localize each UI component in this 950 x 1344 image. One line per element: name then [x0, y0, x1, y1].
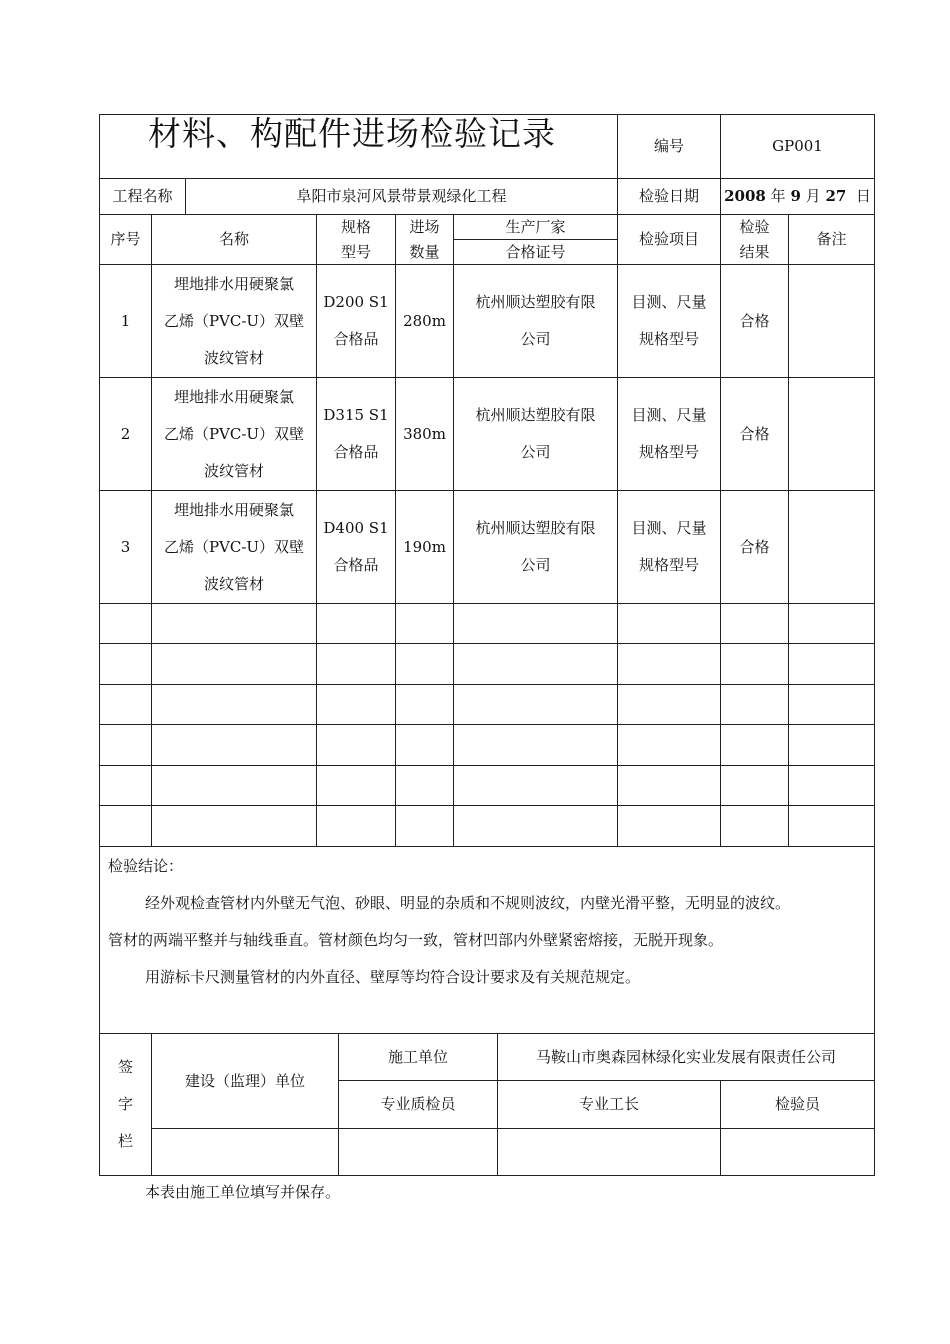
- date-month: 9: [790, 187, 801, 205]
- row-maker: [454, 265, 617, 377]
- row-name-line: 埋地排水用硬聚氯: [173, 500, 294, 519]
- row-seq: 2: [120, 424, 131, 443]
- row-name-line: 埋地排水用硬聚氯: [173, 387, 294, 406]
- conclusion-para1-line1: 经外观检查管材内外壁无气泡、砂眼、明显的杂质和不规则波纹，内壁光滑平整，无明显的波纹。: [145, 894, 791, 912]
- row-spec-line: 合格品: [333, 330, 379, 348]
- date-day: 27: [825, 187, 847, 205]
- row-maker-line: 杭州顺达塑胶有限: [475, 293, 596, 311]
- row-name-line: 乙烯（PVC-U）双壁: [163, 424, 305, 443]
- row-spec-line: D400 S1: [323, 519, 389, 537]
- rule: [99, 765, 875, 766]
- col-remark: 备注: [816, 230, 847, 248]
- number-label: 编号: [653, 137, 684, 155]
- row-result: 合格: [739, 537, 770, 556]
- qc-label: 专业质检员: [380, 1095, 456, 1113]
- rule: [99, 643, 875, 644]
- row-name-line: 波纹管材: [203, 574, 264, 593]
- row-seq: 3: [120, 537, 131, 556]
- row-item-line: 目测、尺量: [631, 293, 707, 311]
- col-qty-line2: 数量: [409, 242, 440, 261]
- date-month-unit: 月: [805, 187, 821, 205]
- rule: [788, 214, 789, 847]
- rule: [99, 603, 875, 604]
- rule: [99, 846, 875, 847]
- row-name-line: 波纹管材: [203, 348, 264, 367]
- col-result: [721, 215, 788, 264]
- page-title: 材料、构配件进场检验记录: [148, 113, 556, 153]
- row-item-line: 规格型号: [638, 330, 699, 348]
- row-maker: [454, 491, 617, 603]
- rule: [99, 724, 875, 725]
- foreman-label: 专业工长: [578, 1095, 639, 1113]
- col-qty-line1: 进场: [409, 217, 440, 236]
- row-item: [618, 378, 720, 490]
- rule: [151, 1128, 875, 1129]
- col-cert: 合格证号: [505, 242, 566, 261]
- rule: [99, 805, 875, 806]
- row-spec: [317, 378, 395, 490]
- row-item-line: 目测、尺量: [631, 519, 707, 537]
- conclusion-label: 检验结论：: [108, 857, 184, 875]
- project-name-label: 工程名称: [112, 187, 173, 205]
- row-result: 合格: [739, 424, 770, 443]
- project-name-value: 阜阳市泉河风景带景观绿化工程: [296, 187, 507, 205]
- row-item-line: 目测、尺量: [631, 406, 707, 424]
- signature-side-char: 栏: [117, 1132, 133, 1150]
- rule: [99, 684, 875, 685]
- row-item-line: 规格型号: [638, 443, 699, 461]
- date-year-unit: 年: [770, 187, 786, 205]
- col-spec: [317, 215, 395, 264]
- row-name: [152, 491, 316, 603]
- col-item: 检验项目: [638, 230, 699, 248]
- row-spec: [317, 265, 395, 377]
- footnote: 本表由施工单位填写并保存。: [145, 1183, 341, 1201]
- inspector-label: 检验员: [774, 1095, 820, 1113]
- row-maker-line: 杭州顺达塑胶有限: [475, 406, 596, 424]
- signature-side-char: 字: [117, 1095, 133, 1113]
- row-maker-line: 公司: [520, 556, 551, 574]
- row-qty: 380m: [403, 424, 446, 443]
- date-year: 2008: [724, 187, 766, 205]
- row-maker-line: 公司: [520, 443, 551, 461]
- conclusion-para2: 用游标卡尺测量管材的内外直径、壁厚等均符合设计要求及有关规范规定。: [145, 968, 641, 986]
- date-day-unit: 日: [855, 187, 871, 205]
- row-maker-line: 公司: [520, 330, 551, 348]
- row-spec-line: 合格品: [333, 556, 379, 574]
- row-name-line: 乙烯（PVC-U）双壁: [163, 537, 305, 556]
- row-qty: 280m: [403, 311, 446, 330]
- conclusion-para1-line2: 管材的两端平整并与轴线垂直。管材颜色均匀一致，管材凹部内外壁紧密熔接，无脱开现象。: [108, 931, 724, 949]
- inspection-date-label: 检验日期: [638, 187, 699, 205]
- signature-side-char: 签: [117, 1058, 133, 1076]
- col-name: 名称: [218, 230, 249, 248]
- row-qty: 190m: [403, 537, 446, 556]
- col-spec-line2: 型号: [340, 242, 371, 261]
- signature-side-label: [100, 1034, 151, 1175]
- row-name: [152, 378, 316, 490]
- rule: [874, 114, 875, 1176]
- row-spec-line: 合格品: [333, 443, 379, 461]
- row-spec: [317, 491, 395, 603]
- col-qty: [396, 215, 453, 264]
- col-spec-line1: 规格: [340, 217, 371, 236]
- row-item-line: 规格型号: [638, 556, 699, 574]
- row-result: 合格: [739, 311, 770, 330]
- number-value: GP001: [772, 137, 823, 155]
- row-item: [618, 491, 720, 603]
- row-name-line: 波纹管材: [203, 461, 264, 480]
- row-name-line: 乙烯（PVC-U）双壁: [163, 311, 305, 330]
- contractor-label: 施工单位: [387, 1047, 448, 1066]
- row-spec-line: D200 S1: [323, 293, 389, 311]
- col-maker: 生产厂家: [505, 217, 566, 236]
- col-result-line2: 结果: [739, 242, 770, 261]
- row-maker-line: 杭州顺达塑胶有限: [475, 519, 596, 537]
- owner-unit-label: 建设（监理）单位: [184, 1071, 305, 1090]
- row-maker: [454, 378, 617, 490]
- row-name-line: 埋地排水用硬聚氯: [173, 274, 294, 293]
- contractor-name: 马鞍山市奥森园林绿化实业发展有限责任公司: [535, 1047, 836, 1066]
- row-seq: 1: [120, 311, 131, 330]
- col-result-line1: 检验: [739, 217, 770, 236]
- row-item: [618, 265, 720, 377]
- inspection-date-value: [721, 179, 874, 214]
- row-name: [152, 265, 316, 377]
- col-seq: 序号: [110, 230, 141, 248]
- row-spec-line: D315 S1: [323, 406, 389, 424]
